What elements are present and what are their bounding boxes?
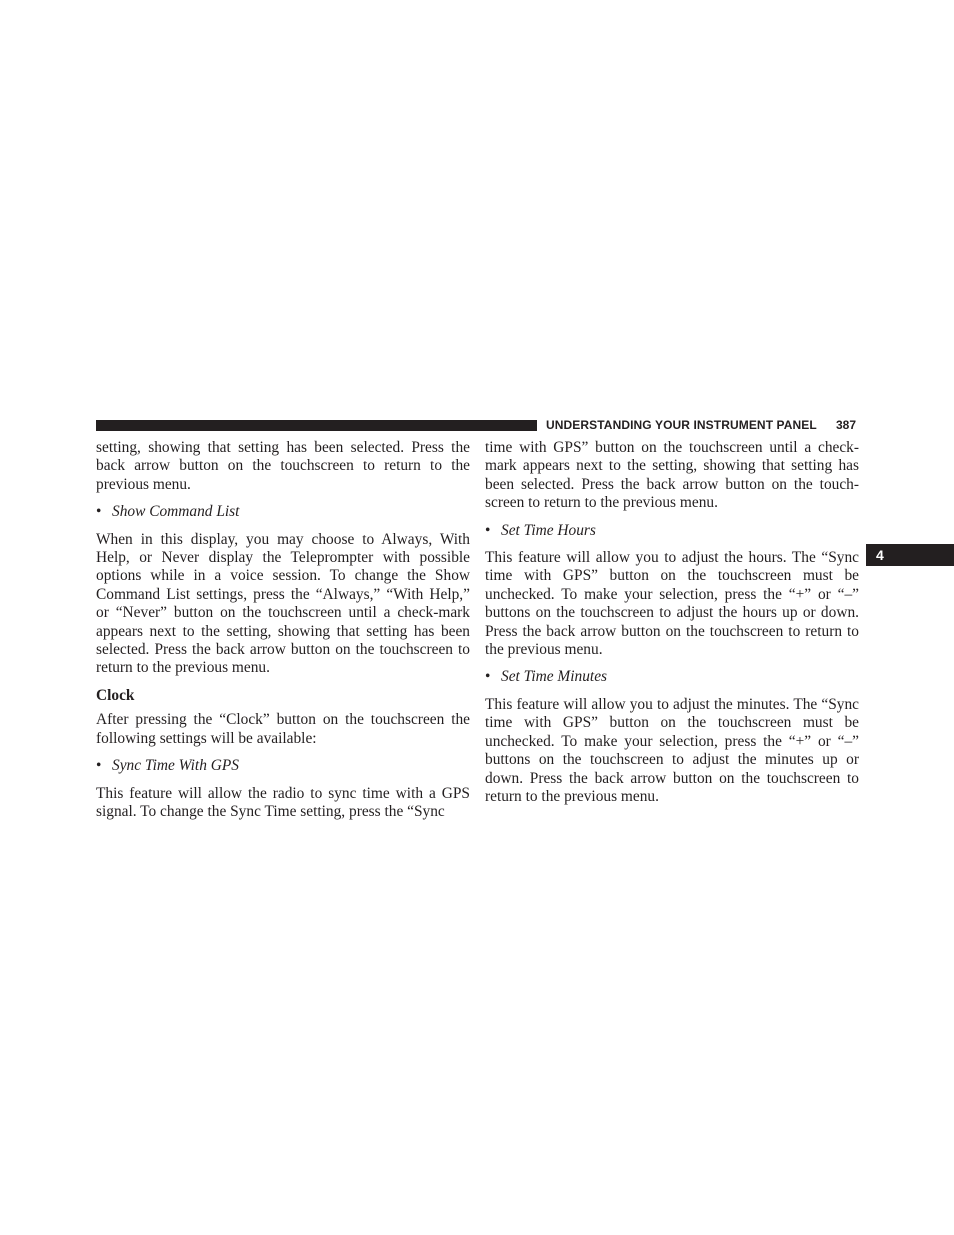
bullet-item <box>96 757 470 775</box>
bullet-label: Show Command List <box>112 503 240 521</box>
chapter-number: 4 <box>876 547 884 563</box>
bullet-item <box>485 668 859 686</box>
bullet-icon: • <box>96 757 102 775</box>
bullet-icon: • <box>485 668 491 686</box>
paragraph: After pressing the “Clock” button on the touchscreen the following settings will be available: <box>96 711 470 747</box>
section-heading: Clock <box>96 686 135 704</box>
paragraph: This feature will allow you to adjust the minutes. The “Sync time with GPS” button on the touchscreen must be unchecked. To make your selection, press the “+” or “–” buttons on the touchscreen to adjust the minutes up or down. Press the back arrow button on the touchscreen to return to the previous menu. <box>485 695 859 805</box>
paragraph: This feature will allow you to adjust the hours. The “Sync time with GPS” button on the touchscreen must be unchecked. To make your selection, press the “+” or “–” buttons on the touchscreen to adjust the hours up or down. Press the back arrow button on the touchscreen to return to the previous menu. <box>485 549 859 659</box>
chapter-tab <box>866 544 954 566</box>
bullet-item <box>96 503 470 521</box>
page-number: 387 <box>836 418 857 432</box>
bullet-icon: • <box>96 503 102 521</box>
paragraph: This feature will allow the radio to sync time with a GPS signal. To change the Sync Time setting, press the “Sync <box>96 784 470 820</box>
paragraph: setting, showing that setting has been selected. Press the back arrow button on the touchscreen to return to the previous menu. <box>96 439 470 493</box>
header-rule <box>96 420 537 431</box>
bullet-item <box>485 522 859 540</box>
bullet-icon: • <box>485 521 491 539</box>
paragraph: When in this display, you may choose to Always, With Help, or Never display the Teleprompter with possible options while in a voice session. To change the Show Command List settings, press the “Always,” “With Help,” or “Never” button on the touchscreen until a check-mark appears next to the setting, showing that setting has been selected. Press the back arrow button on the touchscreen to return to the previous menu. <box>96 530 470 677</box>
bullet-label: Sync Time With GPS <box>112 757 239 775</box>
bullet-label: Set Time Minutes <box>501 668 608 686</box>
paragraph: time with GPS” button on the touchscreen until a check-mark appears next to the setting, showing that setting has been selected. Press the back arrow button on the touch-screen to return to the previous menu. <box>485 439 859 512</box>
right-column <box>485 439 859 806</box>
section-title: UNDERSTANDING YOUR INSTRUMENT PANEL <box>546 418 817 432</box>
left-column <box>96 439 470 821</box>
bullet-label: Set Time Hours <box>501 521 596 539</box>
